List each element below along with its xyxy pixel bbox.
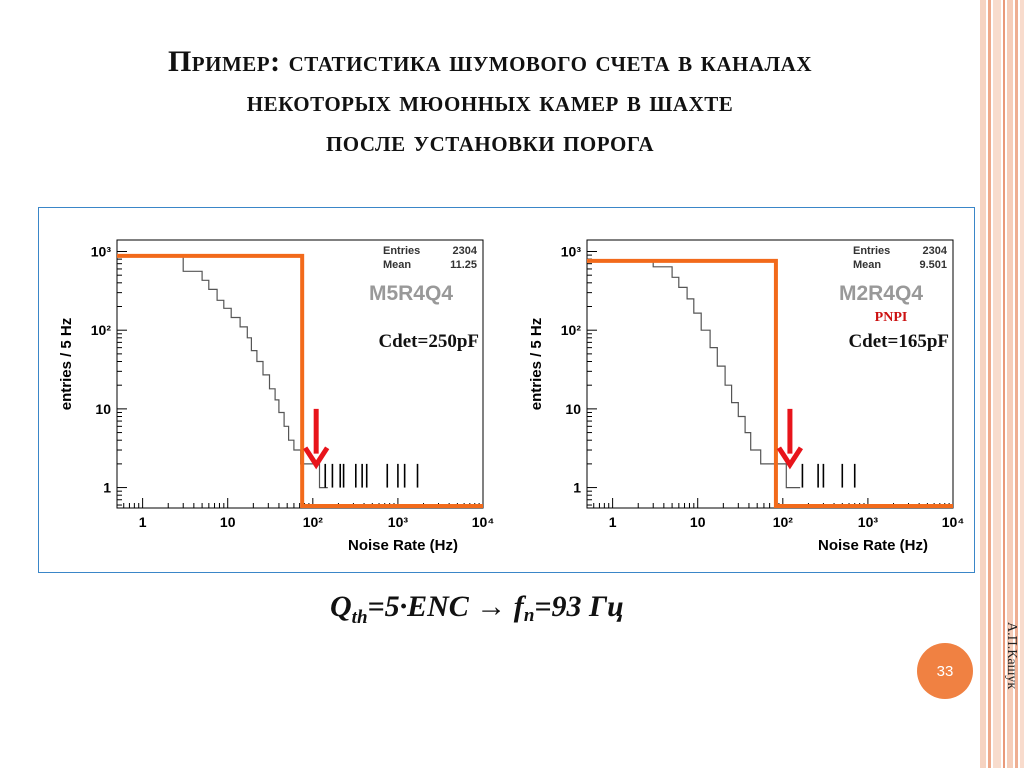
y-axis-label: entries / 5 Hz bbox=[58, 317, 75, 411]
chart-m5r4q4 bbox=[47, 222, 495, 562]
stats-mean-label: Mean bbox=[383, 259, 412, 271]
x-axis-label: Noise Rate (Hz) bbox=[347, 537, 459, 554]
x-tick-label: 10⁴ bbox=[471, 514, 495, 530]
cdet-label: Cdet=165pF bbox=[848, 331, 949, 352]
formula-q: Q bbox=[330, 590, 352, 623]
stats-entries-value: 2304 bbox=[452, 245, 477, 257]
page-number: 33 bbox=[936, 662, 954, 680]
y-tick-label: 10 bbox=[565, 400, 581, 417]
y-tick-label: 1 bbox=[103, 479, 111, 496]
y-tick-label: 10³ bbox=[90, 243, 111, 260]
x-tick-label: 10 bbox=[689, 514, 706, 530]
title-line-2: некоторых мюонных камер в шахте bbox=[246, 85, 734, 118]
cdet-label: Cdet=250pF bbox=[378, 331, 479, 352]
plot-area bbox=[587, 240, 953, 508]
formula-q-sub: th bbox=[351, 607, 368, 628]
x-tick-label: 1 bbox=[138, 514, 147, 530]
stats-mean-value: 11.25 bbox=[450, 259, 477, 271]
x-tick-label: 10⁴ bbox=[941, 514, 965, 530]
formula-tail: =93 Гц bbox=[534, 590, 624, 623]
pnpi-label: PNPI bbox=[874, 310, 908, 325]
formula-mid: =5·ENC → f bbox=[367, 590, 524, 623]
y-tick-label: 10² bbox=[560, 322, 581, 339]
x-tick-label: 10² bbox=[772, 514, 793, 530]
y-tick-label: 10³ bbox=[560, 243, 581, 260]
formula-f-sub: n bbox=[523, 605, 535, 626]
x-tick-label: 10 bbox=[219, 514, 236, 530]
charts-frame bbox=[38, 207, 975, 573]
chamber-name: M5R4Q4 bbox=[368, 282, 453, 305]
threshold-formula bbox=[330, 590, 624, 629]
stats-mean-value: 9.501 bbox=[919, 259, 947, 271]
chamber-name: M2R4Q4 bbox=[838, 282, 923, 305]
y-axis-label: entries / 5 Hz bbox=[528, 317, 545, 411]
slide-title bbox=[20, 42, 960, 162]
stats-entries-label: Entries bbox=[383, 245, 421, 257]
x-tick-label: 10³ bbox=[857, 514, 879, 530]
stats-entries-value: 2304 bbox=[922, 245, 947, 257]
y-tick-label: 1 bbox=[573, 479, 581, 496]
title-line-3: после установки порога bbox=[325, 125, 655, 158]
x-axis-label: Noise Rate (Hz) bbox=[817, 537, 929, 554]
x-tick-label: 10³ bbox=[387, 514, 409, 530]
page-number-badge bbox=[917, 643, 973, 699]
chart-m2r4q4 bbox=[517, 222, 965, 562]
y-tick-label: 10² bbox=[90, 322, 111, 339]
title-line-1: Пример: статистика шумового счета в каналах bbox=[167, 45, 813, 78]
y-tick-label: 10 bbox=[95, 400, 111, 417]
author-name: А.П.Кашук bbox=[1004, 622, 1019, 690]
plot-area bbox=[117, 240, 483, 508]
x-tick-label: 1 bbox=[608, 514, 617, 530]
stats-mean-label: Mean bbox=[853, 259, 882, 271]
x-tick-label: 10² bbox=[302, 514, 323, 530]
stats-entries-label: Entries bbox=[853, 245, 891, 257]
